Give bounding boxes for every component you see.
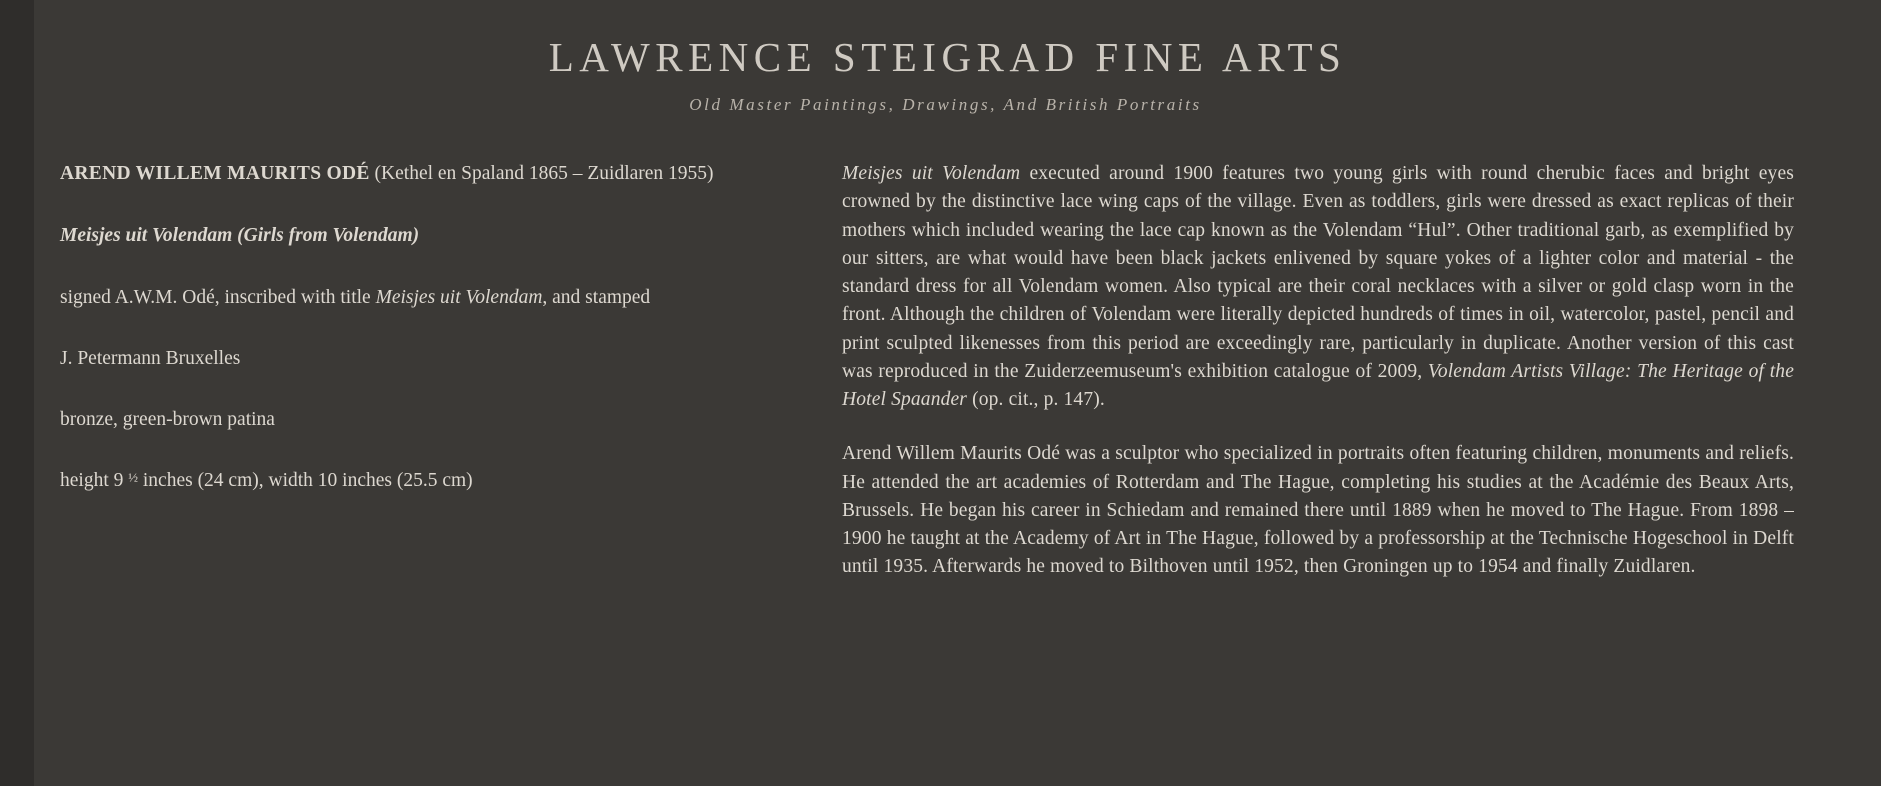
artist-line xyxy=(60,160,810,188)
artwork-details-column xyxy=(60,160,840,582)
description-text-1b: (op. cit., p. 147). xyxy=(967,389,1105,411)
artist-name: AREND WILLEM MAURITS ODÉ xyxy=(60,163,370,184)
foundry-line: J. Petermann Bruxelles xyxy=(60,347,241,369)
description-work-title: Meisjes uit Volendam xyxy=(842,163,1021,184)
medium-line: bronze, green-brown patina xyxy=(60,409,275,431)
description-paragraph-2: Arend Willem Maurits Odé was a sculptor who specialized in portraits often featuring children, monuments and reliefs. He attended the art academies of Rotterdam and The Hague, completing his studies at the Académie des Beaux Arts, Brussels. He began his career in Schiedam and remained there until 1889 when he moved to The Hague. From 1898 – 1900 he taught at the Academy of Art in The Hague, followed by a professorship at the Technische Hogeschool in Delft until 1935. Afterwards he moved to Bilthoven until 1952, then Groningen up to 1954 and finally Zuidlaren. xyxy=(842,443,1794,578)
catalogue-title: Volendam Artists Village: The Heritage of the Hotel Spaander xyxy=(842,360,1794,411)
description-text-1a: executed around 1900 features two young girls with round cherubic faces and bright eyes crowned by the distinctive lace wing caps of the village. Even as toddlers, girls were dressed as exact replicas of their mothers which included wearing the lace cap known as the Volendam “Hul”. Other traditional garb, as exemplified by our sitters, are what would have been black jackets enlivened by square yokes of a lighter color and material - the standard dress for all Volendam women. Also typical are their coral necklaces with a silver or gold clasp worn in the front. Although the children of Volendam were literally depicted hundreds of times in oil, watercolor, pastel, pencil and print sculpted likenesses from this period are exceedingly rare, particularly in duplicate. Another version of this cast was reproduced in the Zuiderzeemuseum's exhibition catalogue of 2009, xyxy=(842,163,1795,382)
dimensions-line xyxy=(60,467,810,495)
gallery-tagline: Old Master Paintings, Drawings, And British Portraits xyxy=(689,95,1202,115)
description-column xyxy=(842,160,1794,582)
dimensions-fraction: ½ xyxy=(128,469,138,485)
signature-title-italic: Meisjes uit Volendam xyxy=(375,286,543,308)
dimensions-prefix: height 9 xyxy=(60,470,129,492)
gallery-name: LAWRENCE STEIGRAD FINE ARTS xyxy=(548,34,1347,80)
artwork-title-line xyxy=(60,222,810,250)
artist-dates: (Kethel en Spaland 1865 – Zuidlaren 1955) xyxy=(369,163,714,184)
signature-prefix: signed A.W.M. Odé, inscribed with title xyxy=(60,286,376,308)
description-paragraph-1 xyxy=(842,160,1794,414)
artwork-title: Meisjes uit Volendam (Girls from Volendam) xyxy=(60,225,420,247)
signature-line xyxy=(60,284,810,312)
content-columns xyxy=(0,160,1881,582)
site-masthead xyxy=(0,0,1881,115)
dimensions-suffix: inches (24 cm), width 10 inches (25.5 cm) xyxy=(138,470,473,492)
signature-suffix: , and stamped xyxy=(542,286,651,308)
